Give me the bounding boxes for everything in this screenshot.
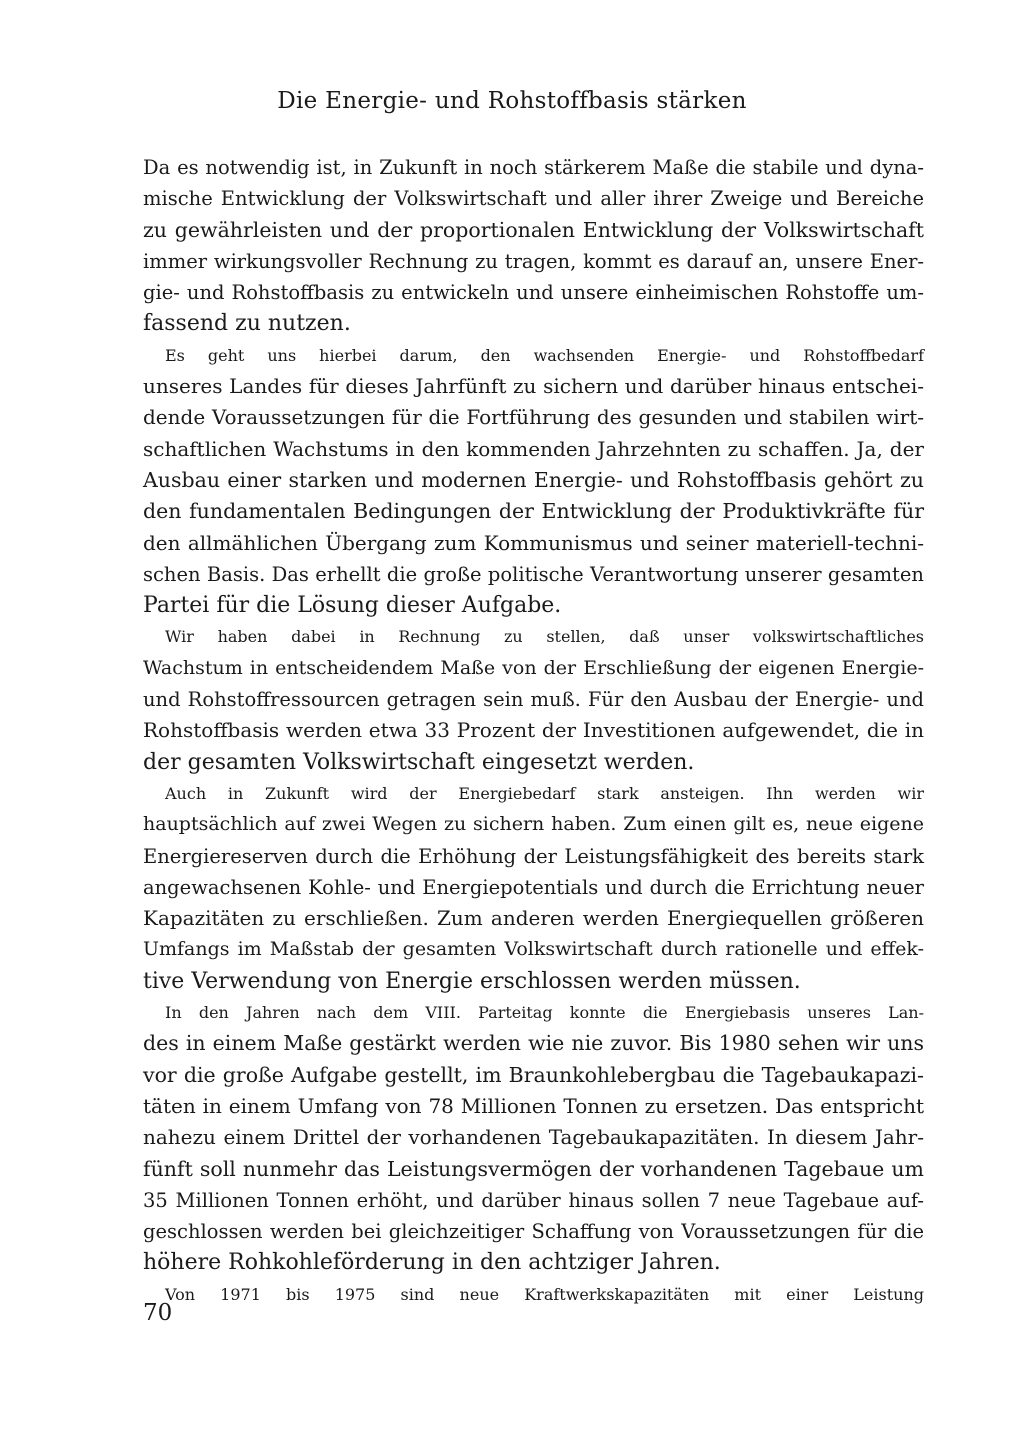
text-line: Ausbau einer starken und modernen Energie- und Rohstoffbasis gehört zu [143,467,924,492]
text-line: angewachsenen Kohle- und Energiepotentials und durch die Errichtung neuer [143,875,924,899]
text-line: schen Basis. Das erhellt die große politische Verantwortung unserer gesamten [143,562,924,586]
body-text [143,152,924,1310]
text-line: 35 Millionen Tonnen erhöht, und darüber hinaus sollen 7 neue Tagebaue auf- [143,1188,924,1212]
text-line: den allmählichen Übergang zum Kommunismus und seiner materiell-techni- [143,530,924,555]
text-line: vor die große Aufgabe gestellt, im Braunkohlebergbau die Tagebaukapazi- [143,1062,924,1087]
text-line: Wir haben dabei in Rechnung zu stellen, daß unser volkswirtschaftliches [165,627,924,647]
text-line: der gesamten Volkswirtschaft eingesetzt werden. [143,749,695,775]
text-line: schaftlichen Wachstums in den kommenden Jahrzehnten zu schaffen. Ja, der [143,436,924,461]
text-line: zu gewährleisten und der proportionalen Entwicklung der Volkswirtschaft [143,217,924,242]
text-line: Wachstum in entscheidendem Maße von der Erschließung der eigenen Energie- [143,656,924,679]
text-line: Da es notwendig ist, in Zukunft in noch stärkerem Maße die stabile und dyna- [143,156,924,179]
text-line: täten in einem Umfang von 78 Millionen Tonnen zu ersetzen. Das entspricht [143,1093,924,1118]
text-line: fassend zu nutzen. [143,311,351,337]
text-line: Kapazitäten zu erschließen. Zum anderen werden Energiequellen größeren [143,906,924,931]
page-number: 70 [143,1300,173,1326]
text-line: höhere Rohkohleförderung in den achtziger Jahren. [143,1250,721,1276]
text-line: mische Entwicklung der Volkswirtschaft und aller ihrer Zweige und Bereiche [143,187,924,211]
paragraph-6 [143,1279,924,1310]
text-line: Energiereserven durch die Erhöhung der Leistungsfähigkeit des bereits stark [143,844,924,868]
text-line: dende Voraussetzungen für die Fortführung des gesunden und stabilen wirt- [143,405,924,430]
paragraph-3 [143,621,924,777]
text-line: Es geht uns hierbei darum, den wachsenden Energie- und Rohstoffbedarf [165,345,924,365]
paragraph-1 [143,152,924,340]
text-line: Partei für die Lösung dieser Aufgabe. [143,593,562,619]
paragraph-5 [143,997,924,1279]
text-line: fünft soll nunmehr das Leistungsvermögen der vorhandenen Tagebaue um [143,1156,924,1181]
text-line: und Rohstoffressourcen getragen sein muß. Für den Ausbau der Energie- und [143,688,924,712]
text-line: tive Verwendung von Energie erschlossen werden müssen. [143,968,801,994]
text-line: hauptsächlich auf zwei Wegen zu sichern haben. Zum einen gilt es, neue eigene [143,813,924,836]
text-line: Von 1971 bis 1975 sind neue Kraftwerkskapazitäten mit einer Leistung [165,1284,924,1304]
running-head: Die Energie- und Rohstoffbasis stärken [277,88,747,114]
text-line: Rohstoffbasis werden etwa 33 Prozent der Investitionen aufgewendet, die in [143,718,924,743]
paragraph-4 [143,778,924,997]
paragraph-2 [143,340,924,622]
text-line: immer wirkungsvoller Rechnung zu tragen, kommt es darauf an, unsere Ener- [143,249,924,273]
text-line: Auch in Zukunft wird der Energiebedarf stark ansteigen. Ihn werden wir [165,783,924,803]
text-line: In den Jahren nach dem VIII. Parteitag konnte die Energiebasis unseres Lan- [165,1003,924,1023]
text-line: unseres Landes für dieses Jahrfünft zu sichern und darüber hinaus entschei- [143,374,924,399]
text-line: den fundamentalen Bedingungen der Entwicklung der Produktivkräfte für [143,499,924,524]
text-line: geschlossen werden bei gleichzeitiger Schaffung von Voraussetzungen für die [143,1220,924,1244]
text-line: gie- und Rohstoffbasis zu entwickeln und unsere einheimischen Rohstoffe um- [143,281,924,305]
text-line: des in einem Maße gestärkt werden wie nie zuvor. Bis 1980 sehen wir uns [143,1031,924,1056]
text-line: nahezu einem Drittel der vorhandenen Tagebaukapazitäten. In diesem Jahr- [143,1125,924,1150]
text-line: Umfangs im Maßstab der gesamten Volkswirtschaft durch rationelle und effek- [143,938,924,961]
